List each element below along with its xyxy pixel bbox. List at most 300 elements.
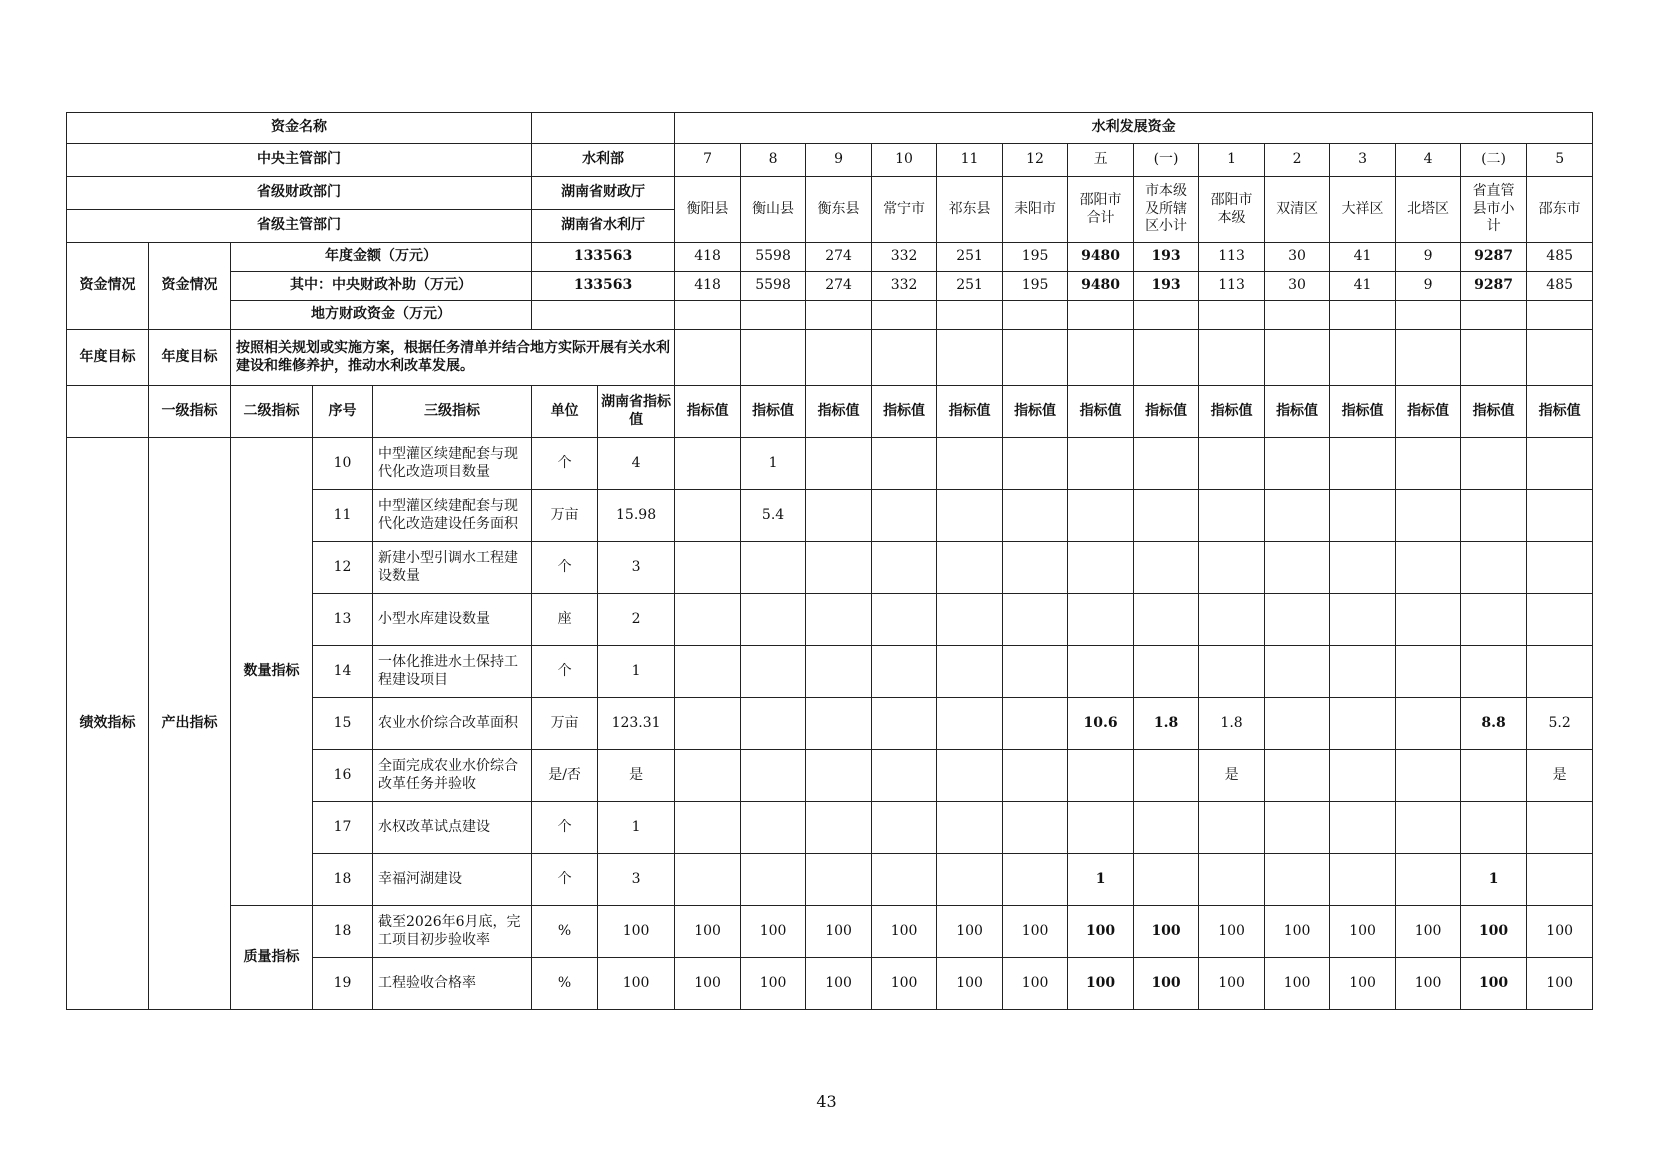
row-value: [675, 490, 741, 542]
row-value: 100: [1396, 906, 1461, 958]
row-value: [1527, 594, 1593, 646]
row-province-value: 1: [598, 802, 675, 854]
row-seq: 18: [313, 906, 373, 958]
row-value: [1396, 750, 1461, 802]
row-value: [1330, 490, 1396, 542]
row-value: 100: [675, 906, 741, 958]
row-value: 100: [1396, 958, 1461, 1010]
central-subsidy-value: 418: [675, 272, 741, 301]
seq-header: 序号: [313, 386, 373, 438]
row-value: [1330, 854, 1396, 906]
col-number: 11: [937, 144, 1003, 177]
row-seq: 14: [313, 646, 373, 698]
row-value: 100: [872, 906, 937, 958]
goal-blank: [1199, 330, 1265, 386]
row-value: [1003, 854, 1068, 906]
row-value: 5.2: [1527, 698, 1593, 750]
row-value: 1: [1068, 854, 1134, 906]
row-value: [806, 594, 872, 646]
col-number: 五: [1068, 144, 1134, 177]
col-number: 8: [741, 144, 806, 177]
local-fund-value: [741, 301, 806, 330]
row-value: [1199, 594, 1265, 646]
row-value: [872, 490, 937, 542]
central-subsidy-value: 251: [937, 272, 1003, 301]
performance-table: [66, 112, 1593, 1010]
row-value: [1527, 646, 1593, 698]
central-subsidy-value: 485: [1527, 272, 1593, 301]
goal-blank: [1068, 330, 1134, 386]
row-value: [872, 542, 937, 594]
row-value: [1527, 802, 1593, 854]
col-name: 祁东县: [937, 177, 1003, 243]
row-indicator-name: 截至2026年6月底，完工项目初步验收率: [373, 906, 532, 958]
row-value: [1003, 490, 1068, 542]
local-fund-value: [872, 301, 937, 330]
col-name: 市本级 及所辖 区小计: [1134, 177, 1199, 243]
output-indicator-label: 产出指标: [149, 438, 231, 1010]
row-value: [1396, 490, 1461, 542]
row-value: 100: [1134, 906, 1199, 958]
row-value: 100: [937, 906, 1003, 958]
row-value: [1461, 750, 1527, 802]
funding-sub-label: 资金情况: [149, 243, 231, 330]
row-value: [872, 854, 937, 906]
row-value: 1: [1461, 854, 1527, 906]
local-fund-value: [1003, 301, 1068, 330]
local-fund-value: [1396, 301, 1461, 330]
row-value: 100: [1003, 906, 1068, 958]
row-value: [1134, 438, 1199, 490]
annual-amount-label: 年度金额（万元）: [231, 243, 532, 272]
row-value: [741, 646, 806, 698]
row-value: [1003, 438, 1068, 490]
col-name: 省直管 县市小 计: [1461, 177, 1527, 243]
row-value: 100: [1068, 906, 1134, 958]
row-province-value: 15.98: [598, 490, 675, 542]
row-indicator-name: 一体化推进水土保持工程建设项目: [373, 646, 532, 698]
row-value: [1330, 646, 1396, 698]
row-value: [1330, 594, 1396, 646]
row-value: [1134, 750, 1199, 802]
quality-indicator-label: 质量指标: [231, 906, 313, 1010]
row-value: [806, 490, 872, 542]
col-number: 3: [1330, 144, 1396, 177]
col-number: 1: [1199, 144, 1265, 177]
row-value: [675, 750, 741, 802]
row-value: [1330, 438, 1396, 490]
row-province-value: 是: [598, 750, 675, 802]
goal-text: 按照相关规划或实施方案，根据任务清单并结合地方实际开展有关水利建设和维修养护，推动水利改革发展。: [231, 330, 675, 386]
row-value: [1527, 854, 1593, 906]
level3-header: 三级指标: [373, 386, 532, 438]
row-indicator-name: 水权改革试点建设: [373, 802, 532, 854]
central-subsidy-value: 195: [1003, 272, 1068, 301]
row-value: [741, 750, 806, 802]
row-unit: 万亩: [532, 490, 598, 542]
row-value: 100: [1461, 958, 1527, 1010]
row-value: [1134, 802, 1199, 854]
col-name: 衡阳县: [675, 177, 741, 243]
row-value: [1134, 854, 1199, 906]
local-fund-value: [1068, 301, 1134, 330]
local-fund-value: [1134, 301, 1199, 330]
row-value: 8.8: [1461, 698, 1527, 750]
row-value: 100: [1068, 958, 1134, 1010]
row-value: [741, 854, 806, 906]
row-value: [1068, 802, 1134, 854]
row-value: [675, 698, 741, 750]
row-value: [937, 594, 1003, 646]
central-subsidy-value: 9287: [1461, 272, 1527, 301]
value-header: 指标值: [872, 386, 937, 438]
row-value: [806, 698, 872, 750]
row-value: [675, 438, 741, 490]
row-value: [1199, 646, 1265, 698]
row-value: [872, 750, 937, 802]
row-value: [1396, 802, 1461, 854]
goal-blank: [806, 330, 872, 386]
row-value: [1461, 542, 1527, 594]
annual-value: 9480: [1068, 243, 1134, 272]
province-value-header: 湖南省指标值: [598, 386, 675, 438]
annual-value: 195: [1003, 243, 1068, 272]
goal-blank: [1527, 330, 1593, 386]
row-province-value: 2: [598, 594, 675, 646]
table-row: [67, 906, 1593, 958]
row-value: [1068, 542, 1134, 594]
prov-dept-label: 省级主管部门: [67, 210, 532, 243]
row-value: [1330, 802, 1396, 854]
central-subsidy-value: 30: [1265, 272, 1330, 301]
row-value: [937, 438, 1003, 490]
row-value: [806, 438, 872, 490]
row-value: [937, 490, 1003, 542]
row-province-value: 3: [598, 854, 675, 906]
local-fund-value: [1330, 301, 1396, 330]
row-seq: 16: [313, 750, 373, 802]
central-subsidy-total: 133563: [532, 272, 675, 301]
col-name: 邵阳市 本级: [1199, 177, 1265, 243]
row-value: [1068, 646, 1134, 698]
row-value: [741, 594, 806, 646]
col-name: 常宁市: [872, 177, 937, 243]
table-row: [67, 438, 1593, 490]
row-value: [1265, 594, 1330, 646]
row-unit: 万亩: [532, 698, 598, 750]
col-name: 北塔区: [1396, 177, 1461, 243]
value-header: 指标值: [1396, 386, 1461, 438]
funding-group-label: 资金情况: [67, 243, 149, 330]
row-unit: %: [532, 906, 598, 958]
row-seq: 17: [313, 802, 373, 854]
row-value: [1199, 438, 1265, 490]
col-number: 4: [1396, 144, 1461, 177]
row-value: [937, 750, 1003, 802]
row-value: [872, 594, 937, 646]
row-value: 100: [1527, 906, 1593, 958]
row-value: [741, 698, 806, 750]
local-fund-value: [1199, 301, 1265, 330]
row-value: [1199, 854, 1265, 906]
row-value: 100: [1199, 958, 1265, 1010]
row-value: [937, 854, 1003, 906]
central-subsidy-value: 332: [872, 272, 937, 301]
row-value: [1527, 438, 1593, 490]
row-value: [1396, 854, 1461, 906]
annual-value: 485: [1527, 243, 1593, 272]
row-value: [806, 542, 872, 594]
local-fund-value: [675, 301, 741, 330]
row-value: [1396, 646, 1461, 698]
row-value: 100: [1199, 906, 1265, 958]
row-value: 10.6: [1068, 698, 1134, 750]
row-value: [741, 802, 806, 854]
row-indicator-name: 中型灌区续建配套与现代化改造建设任务面积: [373, 490, 532, 542]
row-unit: 个: [532, 438, 598, 490]
row-seq: 11: [313, 490, 373, 542]
row-value: 100: [1003, 958, 1068, 1010]
row-unit: 个: [532, 854, 598, 906]
row-value: [937, 698, 1003, 750]
row-value: 100: [741, 958, 806, 1010]
value-header: 指标值: [1527, 386, 1593, 438]
col-number: (一): [1134, 144, 1199, 177]
goal-sub-label: 年度目标: [149, 330, 231, 386]
row-value: [1461, 646, 1527, 698]
row-value: 100: [806, 958, 872, 1010]
row-value: [675, 646, 741, 698]
col-number: 9: [806, 144, 872, 177]
row-value: 100: [1265, 958, 1330, 1010]
local-fund-total: [532, 301, 675, 330]
row-value: 100: [1527, 958, 1593, 1010]
row-value: 100: [872, 958, 937, 1010]
row-province-value: 123.31: [598, 698, 675, 750]
row-value: [1068, 438, 1134, 490]
row-value: [937, 542, 1003, 594]
row-value: [1396, 542, 1461, 594]
level1-header: 一级指标: [149, 386, 231, 438]
prov-finance-label: 省级财政部门: [67, 177, 532, 210]
value-header: 指标值: [1461, 386, 1527, 438]
col-name: 大祥区: [1330, 177, 1396, 243]
local-fund-value: [806, 301, 872, 330]
row-value: [741, 542, 806, 594]
central-subsidy-value: 5598: [741, 272, 806, 301]
row-province-value: 3: [598, 542, 675, 594]
row-value: 是: [1199, 750, 1265, 802]
goal-blank: [1461, 330, 1527, 386]
row-value: [1396, 698, 1461, 750]
row-value: [937, 802, 1003, 854]
row-value: [806, 750, 872, 802]
annual-value: 9: [1396, 243, 1461, 272]
row-value: [1134, 490, 1199, 542]
unit-header: 单位: [532, 386, 598, 438]
row-value: [1134, 646, 1199, 698]
value-header: 指标值: [1134, 386, 1199, 438]
row-value: [1199, 490, 1265, 542]
row-province-value: 100: [598, 906, 675, 958]
row-value: 100: [741, 906, 806, 958]
goal-blank: [872, 330, 937, 386]
central-subsidy-value: 9480: [1068, 272, 1134, 301]
row-value: [1199, 542, 1265, 594]
row-value: [675, 802, 741, 854]
annual-value: 41: [1330, 243, 1396, 272]
row-value: [1134, 542, 1199, 594]
row-value: [1527, 542, 1593, 594]
row-value: 100: [937, 958, 1003, 1010]
row-value: [1330, 542, 1396, 594]
local-fund-value: [1461, 301, 1527, 330]
row-value: [1265, 802, 1330, 854]
goal-blank: [741, 330, 806, 386]
col-number: 2: [1265, 144, 1330, 177]
annual-value: 193: [1134, 243, 1199, 272]
goal-label: 年度目标: [67, 330, 149, 386]
row-value: [1265, 854, 1330, 906]
row-value: 100: [1330, 958, 1396, 1010]
value-header: 指标值: [1330, 386, 1396, 438]
col-name: 双清区: [1265, 177, 1330, 243]
row-seq: 10: [313, 438, 373, 490]
row-value: [1461, 438, 1527, 490]
row-value: [1396, 594, 1461, 646]
row-indicator-name: 中型灌区续建配套与现代化改造项目数量: [373, 438, 532, 490]
row-seq: 13: [313, 594, 373, 646]
local-fund-label: 地方财政资金（万元）: [231, 301, 532, 330]
col-number: 7: [675, 144, 741, 177]
row-value: [1265, 698, 1330, 750]
row-unit: %: [532, 958, 598, 1010]
col-name: 邵阳市 合计: [1068, 177, 1134, 243]
row-value: [1003, 698, 1068, 750]
annual-value: 113: [1199, 243, 1265, 272]
value-header: 指标值: [1068, 386, 1134, 438]
row-value: [1003, 750, 1068, 802]
goal-blank: [675, 330, 741, 386]
goal-blank: [1003, 330, 1068, 386]
row-value: [1265, 646, 1330, 698]
row-indicator-name: 小型水库建设数量: [373, 594, 532, 646]
row-value: [675, 854, 741, 906]
row-value: [1330, 698, 1396, 750]
value-header: 指标值: [675, 386, 741, 438]
central-subsidy-value: 193: [1134, 272, 1199, 301]
row-value: [1068, 490, 1134, 542]
row-value: [1527, 490, 1593, 542]
row-value: [1461, 594, 1527, 646]
col-name: 耒阳市: [1003, 177, 1068, 243]
central-subsidy-label: 其中：中央财政补助（万元）: [231, 272, 532, 301]
row-value: [872, 802, 937, 854]
value-header: 指标值: [1003, 386, 1068, 438]
value-header: 指标值: [1265, 386, 1330, 438]
row-value: 1.8: [1199, 698, 1265, 750]
row-value: 1: [741, 438, 806, 490]
row-seq: 15: [313, 698, 373, 750]
row-value: [806, 802, 872, 854]
row-value: [872, 438, 937, 490]
row-value: [1068, 750, 1134, 802]
fund-name-value: 水利发展资金: [675, 113, 1593, 144]
annual-value: 9287: [1461, 243, 1527, 272]
row-value: [1199, 802, 1265, 854]
col-name: 衡山县: [741, 177, 806, 243]
level2-header: 二级指标: [231, 386, 313, 438]
row-unit: 是/否: [532, 750, 598, 802]
row-indicator-name: 新建小型引调水工程建设数量: [373, 542, 532, 594]
annual-value: 332: [872, 243, 937, 272]
col-number: (二): [1461, 144, 1527, 177]
row-value: [1003, 646, 1068, 698]
annual-value: 274: [806, 243, 872, 272]
row-value: [1134, 594, 1199, 646]
row-seq: 12: [313, 542, 373, 594]
annual-amount-total: 133563: [532, 243, 675, 272]
col-name: 衡东县: [806, 177, 872, 243]
row-value: [675, 542, 741, 594]
annual-value: 418: [675, 243, 741, 272]
row-indicator-name: 幸福河湖建设: [373, 854, 532, 906]
col-number: 5: [1527, 144, 1593, 177]
row-value: [1265, 438, 1330, 490]
col-number: 12: [1003, 144, 1068, 177]
central-dept-value: 水利部: [532, 144, 675, 177]
row-value: [1330, 750, 1396, 802]
central-subsidy-value: 113: [1199, 272, 1265, 301]
row-value: 是: [1527, 750, 1593, 802]
row-value: 100: [1330, 906, 1396, 958]
row-value: [1265, 542, 1330, 594]
row-province-value: 4: [598, 438, 675, 490]
row-value: [1003, 802, 1068, 854]
row-unit: 个: [532, 542, 598, 594]
prov-finance-value: 湖南省财政厅: [532, 177, 675, 210]
row-value: [1265, 750, 1330, 802]
central-subsidy-value: 274: [806, 272, 872, 301]
row-value: 100: [675, 958, 741, 1010]
row-value: [1265, 490, 1330, 542]
col-number: 10: [872, 144, 937, 177]
fund-name-spacer: [532, 113, 675, 144]
value-header: 指标值: [937, 386, 1003, 438]
row-indicator-name: 农业水价综合改革面积: [373, 698, 532, 750]
annual-value: 30: [1265, 243, 1330, 272]
value-header: 指标值: [806, 386, 872, 438]
col-name: 邵东市: [1527, 177, 1593, 243]
row-value: [937, 646, 1003, 698]
row-value: 100: [806, 906, 872, 958]
row-seq: 18: [313, 854, 373, 906]
row-value: [806, 854, 872, 906]
row-indicator-name: 全面完成农业水价综合改革任务并验收: [373, 750, 532, 802]
performance-group-label: 绩效指标: [67, 438, 149, 1010]
central-dept-label: 中央主管部门: [67, 144, 532, 177]
row-value: 5.4: [741, 490, 806, 542]
central-subsidy-value: 9: [1396, 272, 1461, 301]
row-value: 100: [1134, 958, 1199, 1010]
goal-blank: [1330, 330, 1396, 386]
row-value: [1396, 438, 1461, 490]
row-value: [1003, 594, 1068, 646]
goal-blank: [1265, 330, 1330, 386]
row-value: 100: [1461, 906, 1527, 958]
row-value: [872, 646, 937, 698]
row-value: [675, 594, 741, 646]
